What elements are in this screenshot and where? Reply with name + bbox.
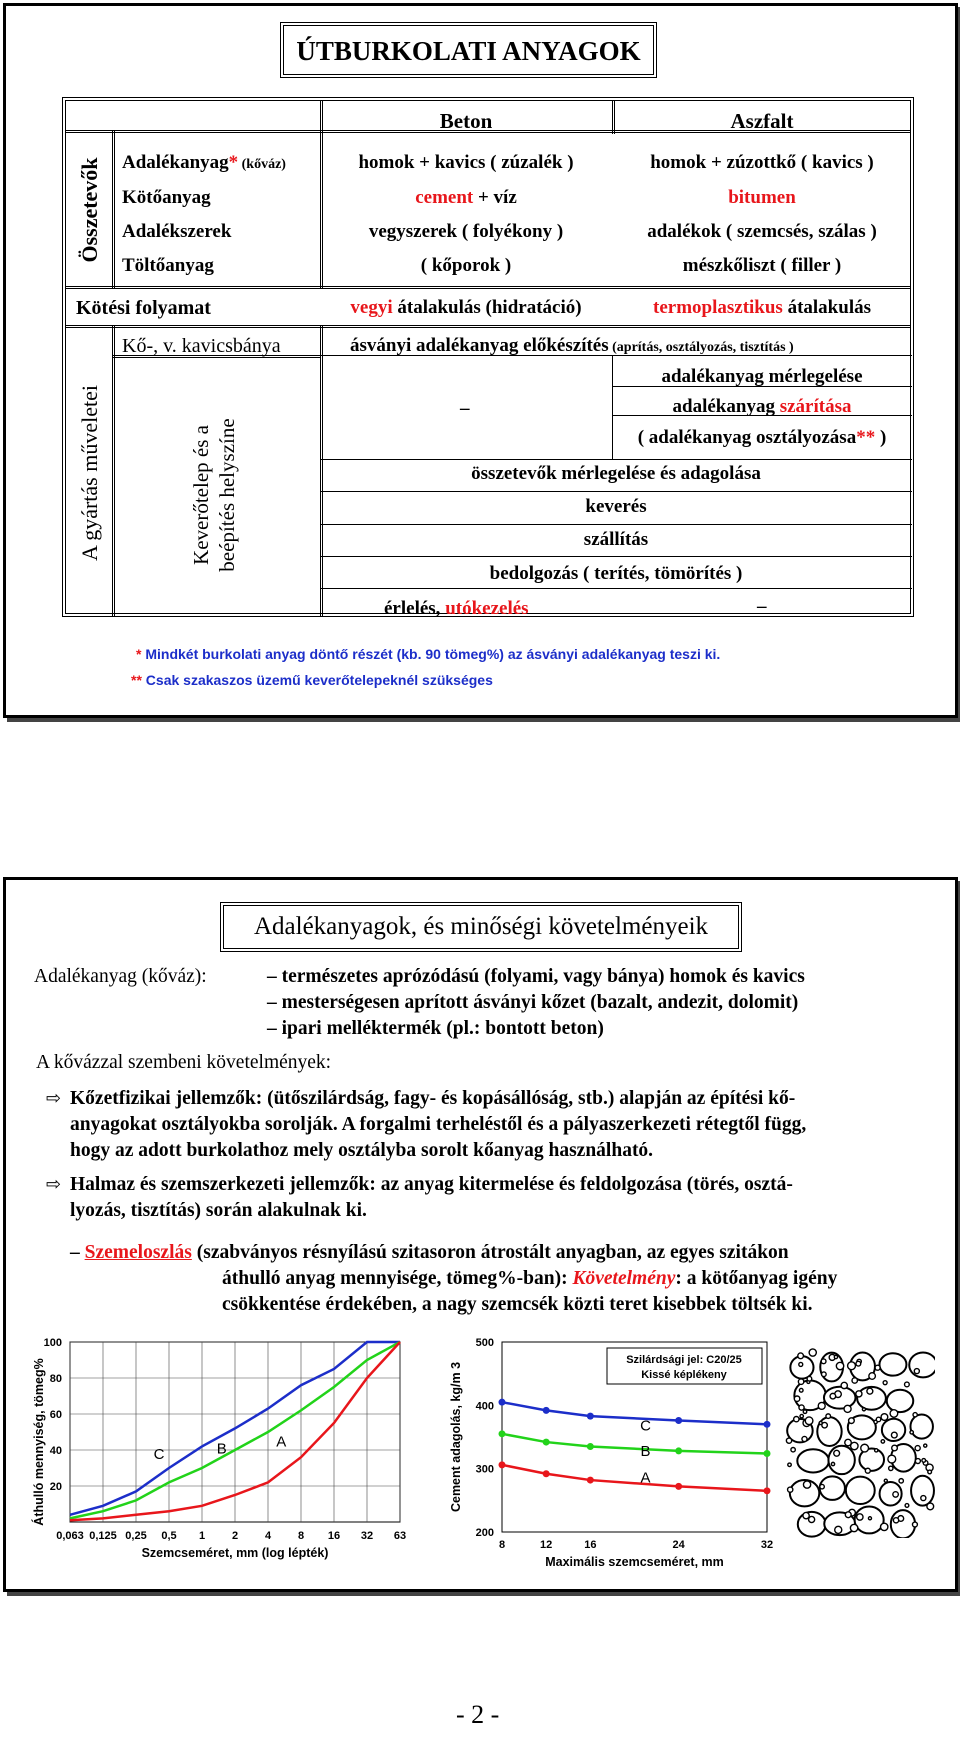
arrow-icon: ⇨ (46, 1174, 62, 1195)
small-stone (905, 1382, 910, 1387)
series-label-C: C (640, 1417, 651, 1435)
small-stone (867, 1388, 873, 1394)
small-stone (910, 1431, 913, 1434)
small-stone (928, 1470, 932, 1474)
x-tick-label: 8 (297, 1530, 305, 1542)
data-point-B (764, 1450, 771, 1457)
small-stone (856, 1361, 861, 1366)
small-stone (809, 1516, 815, 1522)
small-stone (791, 1448, 795, 1452)
y-tick-label: 500 (475, 1337, 494, 1349)
small-stone (798, 1353, 804, 1359)
cement-dosage-chart (440, 1330, 780, 1580)
adalekanyag-label: Adalékanyag (kőváz): (34, 966, 207, 987)
small-stone (841, 1382, 847, 1388)
small-stone (803, 1481, 810, 1488)
small-stone (844, 1405, 851, 1412)
row-label-toltoanyag: Töltőanyag (122, 255, 214, 276)
small-stone (862, 1408, 865, 1411)
small-stone (818, 1402, 825, 1409)
cell-adalekszerek-aszfalt: adalékok ( szemcsés, szálas ) (647, 221, 877, 242)
adalek-item-3: – ipari melléktermék (pl.: bontott beton) (267, 1018, 604, 1039)
stone (891, 1510, 915, 1538)
small-stone (805, 1417, 813, 1425)
szemeloszlas-line2: áthulló anyag mennyisége, tömeg%-ban): Követelmény: a kötőanyag igény (222, 1268, 838, 1289)
small-stone (881, 1440, 884, 1443)
small-stone (915, 1446, 920, 1451)
small-stone (826, 1414, 831, 1419)
cell-adalekanyag-aszfalt: homok + zúzottkő ( kavics ) (650, 152, 874, 173)
small-stone (820, 1484, 825, 1489)
small-stone (836, 1362, 843, 1369)
data-point-C (499, 1399, 506, 1406)
group-label-osszetevok: Összetevők (77, 157, 102, 263)
x-tick-label: 2 (231, 1530, 239, 1542)
p2-line2: lyozás, tisztítás) során alakulnak ki. (70, 1200, 367, 1221)
small-stone (821, 1359, 826, 1364)
small-stone (875, 1365, 880, 1370)
small-stone (865, 1468, 870, 1473)
stone (790, 1356, 813, 1378)
small-stone (890, 1410, 898, 1418)
series-label-C: C (153, 1446, 165, 1463)
small-stone (893, 1518, 898, 1523)
op-osztalyozas: ( adalékanyag osztályozása** ) (637, 427, 887, 448)
p1-line3: hogy az adott burkolathoz mely osztályba sorolt kőanyag használható. (70, 1140, 654, 1161)
x-tick-label: 0,125 (89, 1530, 117, 1542)
cell-toltoanyag-beton: ( kőporok ) (420, 255, 512, 276)
small-stone (876, 1417, 880, 1421)
stone (909, 1353, 935, 1378)
keverotelep-label: Keverőtelep és a beépítés helyszíne (189, 418, 239, 572)
x-tick-label: 16 (584, 1539, 597, 1551)
op-osszetevok: összetevők mérlegelése és adagolása (471, 463, 761, 484)
x-tick-label: 0,25 (125, 1530, 147, 1542)
row-label-kotesi-folyamat: Kötési folyamat (76, 297, 211, 319)
op-keveres: keverés (585, 496, 647, 517)
small-stone (822, 1372, 827, 1377)
stone (846, 1477, 875, 1504)
column-header-beton: Beton (439, 109, 493, 133)
small-stone (802, 1436, 807, 1441)
szemeloszlas-line3: csökkentése érdekében, a nagy szemcsék közti teret kisebbek töltsék ki. (222, 1294, 813, 1315)
stone (910, 1414, 932, 1438)
stone (797, 1449, 829, 1472)
x-tick-label: 32 (760, 1539, 774, 1551)
op-merlegelese: adalékanyag mérlegelése (661, 366, 863, 387)
data-point-B (499, 1430, 506, 1437)
series-label-A: A (276, 1433, 287, 1451)
small-stone (852, 1378, 857, 1383)
data-point-C (764, 1421, 771, 1428)
small-stone (856, 1391, 862, 1397)
small-stone (850, 1524, 857, 1531)
x-axis-label: Maximális szemcseméret, mm (545, 1555, 724, 1569)
group-label-gyartas: A gyártás műveletei (77, 385, 102, 561)
x-tick-label: 12 (540, 1539, 553, 1551)
op-szallitas: szállítás (583, 529, 649, 550)
small-stone (800, 1414, 803, 1417)
small-stone (788, 1463, 791, 1466)
small-stone (794, 1396, 799, 1401)
small-stone (927, 1503, 934, 1510)
adalek-item-2: – mesterségesen aprított ásványi kőzet (bazalt, andezit, dolomit) (267, 992, 799, 1013)
data-point-A (499, 1461, 506, 1468)
op-bedolgozas: bedolgozás ( terítés, tömörítés ) (489, 563, 743, 584)
chart-title-line: Szilárdsági jel: C20/25 (626, 1354, 742, 1366)
small-stone (788, 1487, 793, 1492)
szemeloszlas-line1: – Szemeloszlás (szabványos résnyílású szitasoron átrostált anyagban, az egyes szitákon (70, 1242, 789, 1263)
small-stone (875, 1449, 878, 1452)
small-stone (831, 1462, 834, 1465)
data-point-A (764, 1487, 771, 1494)
y-tick-label: 100 (43, 1337, 62, 1349)
data-point-C (675, 1417, 682, 1424)
small-stone (869, 1373, 876, 1380)
small-stone (913, 1413, 917, 1417)
small-stone (924, 1444, 927, 1447)
data-point-B (543, 1439, 550, 1446)
row-label-adalekanyag: Adalékanyag* (kőváz) (122, 152, 286, 173)
small-stone (835, 1526, 842, 1533)
x-tick-label: 32 (360, 1530, 374, 1542)
y-tick-label: 40 (49, 1445, 62, 1457)
row-label-kotoanyag: Kötőanyag (122, 187, 211, 208)
p1-line2: anyagokat osztályokba sorolják. A forgalmi terheléstől és a pályaszerkezeti rétegtől függ, (70, 1114, 807, 1135)
small-stone (922, 1459, 926, 1463)
kavicsbanya-label: Kő-, v. kavicsbánya (122, 335, 281, 357)
op-erleles: érlelés, utókezelés (384, 598, 529, 619)
chart-title-line: Kissé képlékeny (641, 1369, 727, 1381)
small-stone (809, 1349, 816, 1356)
small-stone (893, 1492, 899, 1498)
op-szaritas: adalékanyag szárítása (672, 396, 852, 417)
cell-kotesi-aszfalt: termoplasztikus átalakulás (653, 297, 871, 318)
y-tick-label: 400 (475, 1400, 494, 1413)
page-title: ÚTBURKOLATI ANYAGOK (280, 22, 657, 78)
series-line-C (502, 1402, 767, 1424)
small-stone (799, 1362, 803, 1366)
y-axis-label: Áthulló mennyiség, tömeg% (32, 1358, 46, 1526)
small-stone (857, 1514, 863, 1520)
cell-kotesi-beton: vegyi átalakulás (hidratáció) (350, 297, 582, 318)
p1-line1: Kőzetfizikai jellemzők: (ütőszilárdság, fagy- és kopásállóság, stb.) alapján az építési kő- (70, 1088, 796, 1109)
page-number: - 2 - (456, 1700, 500, 1729)
x-tick-label: 0,5 (161, 1530, 177, 1542)
cell-adalekszerek-beton: vegyszerek ( folyékony ) (368, 221, 564, 242)
small-stone (861, 1444, 869, 1452)
kovetelmenyek-heading: A kővázzal szembeni követelmények: (36, 1052, 332, 1073)
small-stone (799, 1405, 804, 1410)
y-tick-label: 200 (475, 1527, 494, 1539)
small-stone (881, 1523, 888, 1530)
cell-kotoanyag-aszfalt: bitumen (728, 187, 796, 208)
arrow-icon: ⇨ (46, 1088, 62, 1109)
small-stone (807, 1376, 812, 1381)
series-label-B: B (216, 1440, 227, 1458)
dash-right: – (757, 596, 767, 617)
small-stone (799, 1388, 803, 1392)
small-stone (849, 1418, 855, 1424)
small-stone (915, 1459, 920, 1464)
small-stone (889, 1466, 893, 1470)
aggregate-structure-illustration (785, 1348, 935, 1538)
y-tick-label: 300 (475, 1463, 494, 1476)
series-label-A: A (640, 1469, 651, 1487)
small-stone (905, 1504, 909, 1508)
data-point-A (587, 1477, 594, 1484)
cell-toltoanyag-aszfalt: mészkőliszt ( filler ) (682, 255, 842, 276)
x-tick-label: 16 (327, 1530, 341, 1542)
small-stone (798, 1379, 803, 1384)
y-tick-label: 60 (49, 1409, 62, 1421)
cell-kotoanyag-beton: cement + víz (415, 187, 517, 208)
stone (798, 1512, 826, 1537)
y-tick-label: 20 (49, 1481, 62, 1493)
op-asvanyi-elokeszites: ásványi adalékanyag előkészítés (aprítás, osztályozás, tisztítás ) (350, 335, 794, 356)
small-stone (899, 1479, 903, 1483)
small-stone (892, 1445, 898, 1451)
x-tick-label: 8 (498, 1539, 506, 1551)
small-stone (786, 1438, 791, 1443)
x-axis-label: Szemcseméret, mm (log lépték) (141, 1546, 329, 1560)
cell-adalekanyag-beton: homok + kavics ( zúzalék ) (358, 152, 574, 173)
small-stone (914, 1369, 919, 1374)
series-line-A (502, 1465, 767, 1491)
data-point-B (675, 1447, 682, 1454)
small-stone (912, 1522, 917, 1527)
y-tick-label: 80 (49, 1373, 62, 1385)
x-tick-label: 1 (198, 1530, 206, 1542)
small-stone (851, 1442, 858, 1449)
small-stone (834, 1355, 837, 1358)
small-stone (921, 1496, 926, 1501)
small-stone (848, 1362, 856, 1370)
series-line-B (502, 1434, 767, 1454)
small-stone (803, 1410, 807, 1414)
stone (887, 1390, 913, 1412)
adalek-item-1: – természetes aprózódású (folyami, vagy bánya) homok és kavics (267, 966, 805, 987)
footnote-2: ** Csak szakaszos üzemű keverőtelepeknél szükséges (131, 672, 493, 688)
data-point-C (587, 1413, 594, 1420)
x-tick-label: 63 (393, 1530, 407, 1542)
small-stone (891, 1432, 897, 1438)
small-stone (834, 1450, 840, 1456)
small-stone (884, 1479, 887, 1482)
small-stone (845, 1512, 851, 1518)
data-point-C (543, 1407, 550, 1414)
x-tick-label: 0,063 (56, 1530, 84, 1542)
footnote-1: * Mindkét burkolati anyag döntő részét (kb. 90 tömeg%) az ásványi adalékanyag teszi ki. (136, 646, 721, 662)
data-point-A (675, 1483, 682, 1490)
small-stone (868, 1517, 871, 1520)
data-point-A (543, 1470, 550, 1477)
row-label-adalekszerek: Adalékszerek (122, 221, 232, 242)
x-tick-label: 24 (672, 1539, 685, 1551)
section-title: Adalékanyagok, és minőségi követelményeik (220, 902, 742, 952)
y-axis-label: Cement adagolás, kg/m 3 (449, 1361, 463, 1513)
small-stone (794, 1416, 799, 1421)
x-tick-label: 4 (264, 1530, 272, 1542)
p2-line1: Halmaz és szemszerkezeti jellemzők: az anyag kitermelése és feldolgozása (törés, osztá- (70, 1174, 793, 1195)
small-stone (888, 1455, 896, 1463)
grading-curve-chart (30, 1330, 430, 1580)
stone (828, 1446, 854, 1474)
small-stone (881, 1414, 888, 1421)
data-point-B (587, 1443, 594, 1450)
stone (879, 1353, 906, 1375)
column-header-aszfalt: Aszfalt (730, 109, 794, 133)
series-label-B: B (640, 1443, 651, 1460)
small-stone (819, 1421, 822, 1424)
small-stone (830, 1393, 836, 1399)
small-stone (883, 1381, 887, 1385)
dash-left: – (460, 398, 470, 419)
